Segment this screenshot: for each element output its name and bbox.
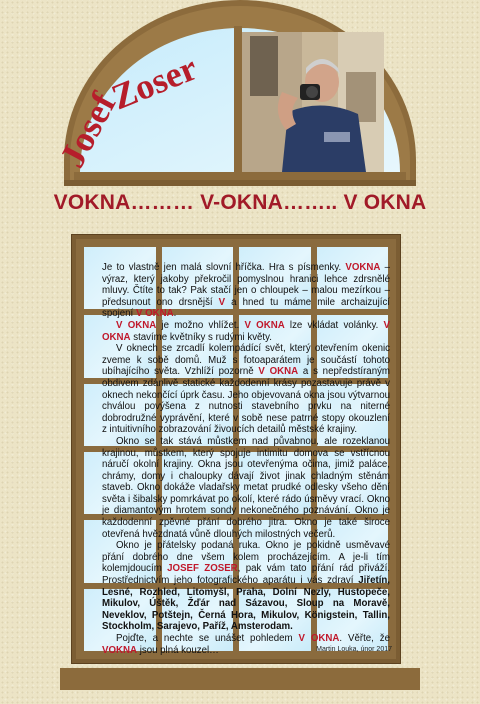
highlight-text: V OKNA [258,366,299,378]
text-run: . [173,308,177,320]
text-run: jsou plná kouzel… [137,644,219,656]
text-run: a s nepředstíraným obdivem zdánlivě statické každodenní krásy pozastavuje právě v oknech nekončící úprk času. Jeho objevovaná okna jsou výtvarnou chválou povýšena z nutnosti stavebního prvku na niterné dobrodružné vyprávění, které v sobě nese patrné stopy okouzlení z intuitivního zobrazování živoucích detailů městské krajiny. [102,366,390,436]
highlight-text: V OKNA [102,319,390,343]
text-run: Okno je přátelsky podaná ruka. Okno je pokidně usměvavé přání dobrého dne všem kolem procházejícím. A je-li tím kolemjdoucím [102,540,390,575]
paragraph [102,320,390,343]
text-run: Okno se tak stává můstkem nad půvabnou, ale rozeklanou krajinou, můstkem, který spojuje intimitu domova se vstřícnou náručí okolní krajiny. Okna jsou otevřenýma očima, jimiž paláce, chrámy, domy i chaloupky dávají život jinak chladným stěnám staveb. Okno dokáže vladařsky metat prudké odlesky všeho dění světa i šibalsky pomrkávat po okolí, které rádo úsměvy vrací. Okno je diamantovým hrotem sondy nekonečného poznávání. Okno je každodenní zpěvné přání dobrého jitra. Okno je také široce otevřená hvězdnatá vůně dlouhých milostných večerů. [102,435,390,540]
highlight-text: V [218,296,226,308]
text-run: lze vkládat volánky. [284,319,384,331]
paragraph [102,436,390,540]
highlight-text: V OKNA [298,633,340,644]
text-run: Pojďte, a nechte se unášet pohledem [116,633,299,644]
author-name-logo [51,30,236,176]
paragraph [102,540,390,633]
article-text [102,262,390,656]
text-run: je možno vhlížet. [156,319,245,331]
text-run: , pak vám tato přání rád přiváží. Prostřednictvím jeho fotografického aparátu i vás zdraví [102,563,390,587]
window-sill [60,668,420,690]
highlight-text: V OKNA [116,319,157,331]
highlight-text: V OKNA [244,319,285,331]
highlight-text: JOSEF ZOSER [167,563,238,575]
highlight-text: VOKNA [345,262,381,273]
text-run: V oknech se zrcadlí kolempádící svět, který otevřením okenic zveme k sobě domů. Muž s fotoaparátem je součástí tohoto ubíhajícího světa. Vzhlíží pozorně [102,343,390,378]
paragraph [102,262,390,320]
name-first: Josef [51,86,124,174]
bold-text: Jiřetín, Lesné, Rozhled, Litomyšl, Praha, Dolní Nezly, Hustopeče, Mikulov, Úštěk, Žďár nad Sázavou, Sloup na Moravě, Neveklov, Potštejn, Černá Hora, Mikulov, Königstein, Tallin, Stockholm, Sarajevo, Paříž, Amsterodam. [102,575,390,633]
paragraph [102,343,390,436]
highlight-text: V OKNA [135,308,174,320]
text-run: a hned tu máme mile archaizující spojení [102,296,390,320]
text-run: . Věřte, že [339,633,391,644]
photographer-photo [242,32,384,172]
signature: Martin Louka, únor 2017 [316,646,392,653]
text-run: Je to vlastně jen malá slovní hříčka. Hra s písmenky. [102,262,346,273]
name-last: Zoser [106,47,203,118]
highlight-text: VOKNA [102,644,137,656]
headline: VOKNA……… V-OKNA…….. V OKNA [53,191,427,214]
text-run: stavíme květníky s rudými květy. [130,331,272,343]
text-run: – výraz, který jakoby překročil pomyslnou hranici lehce zdrsnělé mluvy. Čtíte to tak? Pak stačí jen o chloupek – malou mezírkou – předsunout ono drsnější [102,262,390,308]
